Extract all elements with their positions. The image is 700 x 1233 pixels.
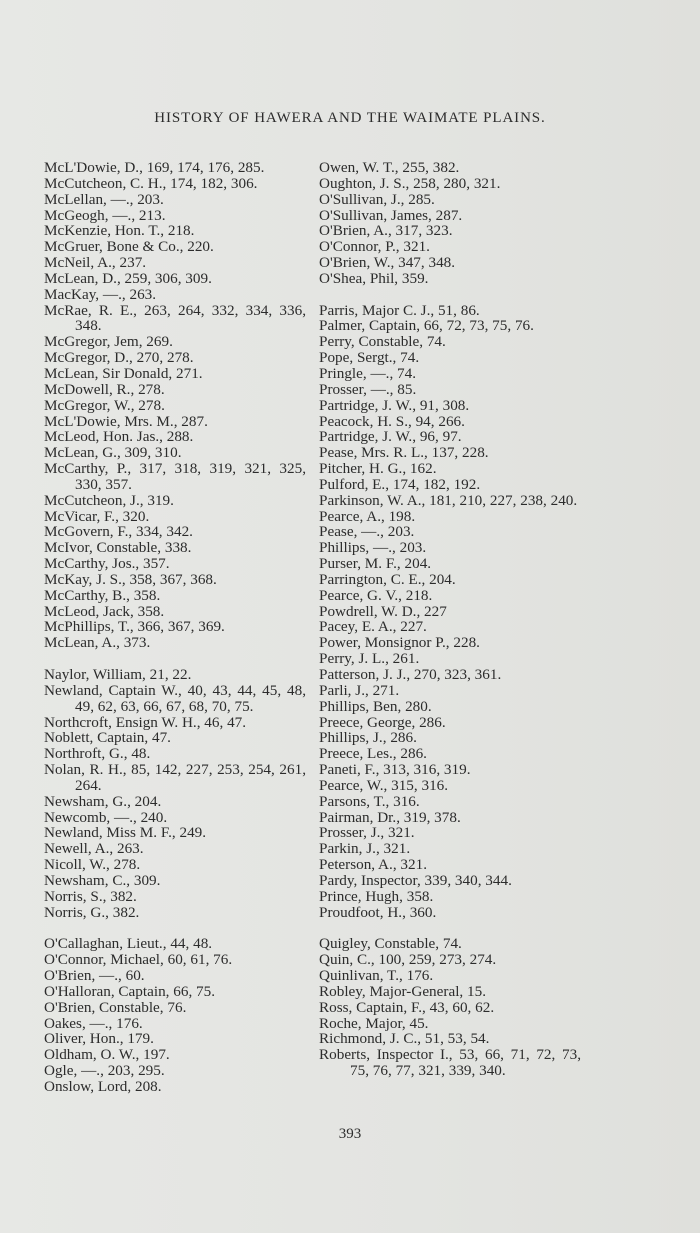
index-entry: Powdrell, W. D., 227 — [319, 602, 447, 620]
index-entry: Pearce, G. V., 218. — [319, 586, 433, 604]
index-entry: Parrington, C. E., 204. — [319, 570, 456, 588]
index-entry: McLean, A., 373. — [44, 634, 151, 652]
index-entry: O'Connor, Michael, 60, 61, 76. — [44, 951, 233, 969]
index-entry: McCarthy, Jos., 357. — [44, 555, 170, 573]
index-entry: Newsham, G., 204. — [44, 792, 162, 810]
section-gap — [319, 921, 581, 937]
index-entry: Robley, Major-General, 15. — [319, 982, 486, 1000]
index-entry: Pitcher, H. G., 162. — [319, 460, 437, 478]
index-entry: O'Brien, A., 317, 323. — [319, 222, 453, 240]
index-entry: O'Brien, W., 347, 348. — [319, 254, 456, 272]
index-entry: Peterson, A., 321. — [319, 856, 427, 874]
index-entry: McGregor, W., 278. — [44, 396, 165, 414]
index-entry: O'Sullivan, J., 285. — [319, 190, 435, 208]
index-entry: McGregor, Jem, 269. — [44, 333, 173, 351]
index-entry: Prosser, J., 321. — [319, 824, 415, 842]
index-entry: Phillips, —., 203. — [319, 539, 427, 557]
index-entry: McIvor, Constable, 338. — [44, 539, 192, 557]
index-entry: Preece, George, 286. — [319, 713, 446, 731]
index-entry: McLean, G., 309, 310. — [44, 444, 182, 462]
index-entry: McGregor, D., 270, 278. — [44, 349, 194, 367]
index-entry: Peacock, H. S., 94, 266. — [319, 412, 465, 430]
index-entry: Newsham, C., 309. — [44, 871, 161, 889]
index-entry: MacKay, —., 263. — [44, 285, 157, 303]
index-entry: Newland, Captain W., 40, 43, 44, 45, 48, 49, 62, 63, 66, 67, 68, 70, 75. — [44, 681, 306, 715]
index-entry: Parkinson, W. A., 181, 210, 227, 238, 240. — [319, 491, 578, 509]
index-entry: Northroft, G., 48. — [44, 745, 151, 763]
index-entry: Ross, Captain, F., 43, 60, 62. — [319, 998, 495, 1016]
index-entry: Oakes, —., 176. — [44, 1014, 143, 1032]
index-entry: McL'Dowie, D., 169, 174, 176, 285. — [44, 159, 265, 176]
index-entry: Quinlivan, T., 176. — [319, 967, 434, 985]
running-header: HISTORY OF HAWERA AND THE WAIMATE PLAINS. — [154, 110, 546, 126]
index-entry: McLean, D., 259, 306, 309. — [44, 269, 212, 287]
index-entry: Onslow, Lord, 208. — [44, 1077, 162, 1095]
section-gap — [44, 921, 306, 937]
index-entry: Partridge, J. W., 91, 308. — [319, 396, 470, 414]
index-entry: Purser, M. F., 204. — [319, 555, 432, 573]
index-entry: Richmond, J. C., 51, 53, 54. — [319, 1030, 490, 1048]
index-entry: McCarthy, B., 358. — [44, 586, 161, 604]
index-entry: Palmer, Captain, 66, 72, 73, 75, 76. — [319, 317, 534, 335]
index-entry: McNeil, A., 237. — [44, 254, 147, 272]
index-entry: McPhillips, T., 366, 367, 369. — [44, 618, 225, 636]
index-entry: Perry, J. L., 261. — [319, 650, 420, 668]
index-entry: Northcroft, Ensign W. H., 46, 47. — [44, 713, 247, 731]
index-entry: Noblett, Captain, 47. — [44, 729, 171, 747]
index-entry: Quigley, Constable, 74. — [319, 935, 462, 953]
index-entry: McGovern, F., 334, 342. — [44, 523, 193, 541]
index-entry: McKenzie, Hon. T., 218. — [44, 222, 195, 240]
index-entry: McDowell, R., 278. — [44, 380, 165, 398]
index-entry: Perry, Constable, 74. — [319, 333, 446, 351]
index-entry: Parli, J., 271. — [319, 681, 400, 699]
section-gap — [319, 287, 581, 303]
index-entry: McGruer, Bone & Co., 220. — [44, 238, 214, 256]
index-entry: Pardy, Inspector, 339, 340, 344. — [319, 871, 512, 889]
index-entry: O'Brien, —., 60. — [44, 967, 145, 985]
index-entry: Norris, S., 382. — [44, 887, 137, 905]
index-entry: McCarthy, P., 317, 318, 319, 321, 325, 330, 357. — [44, 460, 306, 493]
index-entry: McLeod, Hon. Jas., 288. — [44, 428, 194, 446]
index-entry: Pearce, A., 198. — [319, 507, 416, 525]
index-entry: Pacey, E. A., 227. — [319, 618, 427, 636]
index-entry: McVicar, F., 320. — [44, 507, 150, 525]
section-gap — [44, 651, 306, 667]
index-entry: McCutcheon, C. H., 174, 182, 306. — [44, 174, 258, 192]
index-entry: Naylor, William, 21, 22. — [44, 666, 192, 683]
index-entry: O'Brien, Constable, 76. — [44, 998, 187, 1016]
index-entry: McLellan, —., 203. — [44, 190, 164, 208]
index-entry: Owen, W. T., 255, 382. — [319, 159, 460, 176]
index-column-right — [319, 160, 581, 1079]
index-entry: Phillips, J., 286. — [319, 729, 417, 747]
index-entry: Pease, —., 203. — [319, 523, 415, 541]
index-entry: Pease, Mrs. R. L., 137, 228. — [319, 444, 489, 462]
index-entry: Pope, Sergt., 74. — [319, 349, 420, 367]
index-entry: Oliver, Hon., 179. — [44, 1030, 154, 1048]
index-entry: Prosser, —., 85. — [319, 380, 417, 398]
index-entry: McRae, R. E., 263, 264, 332, 334, 336, 348. — [44, 301, 306, 335]
index-entry: Oldham, O. W., 197. — [44, 1046, 170, 1064]
index-entry: Roberts, Inspector I., 53, 66, 71, 72, 73, 75, 76, 77, 321, 339, 340. — [319, 1046, 581, 1080]
index-entry: Oughton, J. S., 258, 280, 321. — [319, 174, 501, 192]
page-number: 393 — [338, 1126, 362, 1142]
index-entry: O'Callaghan, Lieut., 44, 48. — [44, 935, 213, 953]
index-entry: Power, Monsignor P., 228. — [319, 634, 480, 652]
index-entry: Parris, Major C. J., 51, 86. — [319, 301, 480, 319]
index-entry: O'Halloran, Captain, 66, 75. — [44, 982, 216, 1000]
index-entry: O'Connor, P., 321. — [319, 238, 430, 256]
index-entry: Pairman, Dr., 319, 378. — [319, 808, 461, 826]
index-entry: Pringle, —., 74. — [319, 364, 417, 382]
index-entry: Newland, Miss M. F., 249. — [44, 824, 207, 842]
index-entry: McLeod, Jack, 358. — [44, 602, 165, 620]
index-entry: Phillips, Ben, 280. — [319, 697, 432, 715]
index-entry: Patterson, J. J., 270, 323, 361. — [319, 666, 502, 683]
index-entry: Roche, Major, 45. — [319, 1014, 429, 1032]
index-entry: McLean, Sir Donald, 271. — [44, 364, 203, 382]
index-entry: Newcomb, —., 240. — [44, 808, 168, 826]
index-entry: Newell, A., 263. — [44, 840, 144, 858]
index-entry: Quin, C., 100, 259, 273, 274. — [319, 951, 497, 969]
index-entry: Nolan, R. H., 85, 142, 227, 253, 254, 261, 264. — [44, 761, 306, 794]
index-entry: Paneti, F., 313, 316, 319. — [319, 761, 471, 779]
index-entry: Ogle, —., 203, 295. — [44, 1062, 165, 1080]
index-entry: Parsons, T., 316. — [319, 792, 420, 810]
index-entry: Preece, Les., 286. — [319, 745, 427, 763]
index-entry: McGeogh, —., 213. — [44, 206, 166, 224]
index-entry: Nicoll, W., 278. — [44, 856, 141, 874]
index-entry: Parkin, J., 321. — [319, 840, 411, 858]
index-entry: O'Shea, Phil, 359. — [319, 269, 429, 287]
index-entry: McKay, J. S., 358, 367, 368. — [44, 570, 217, 588]
index-entry: Pulford, E., 174, 182, 192. — [319, 475, 481, 493]
index-entry: Proudfoot, H., 360. — [319, 903, 437, 921]
index-entry: Norris, G., 382. — [44, 903, 140, 921]
index-column-left — [44, 160, 306, 1095]
index-entry: Prince, Hugh, 358. — [319, 887, 434, 905]
index-entry: McL'Dowie, Mrs. M., 287. — [44, 412, 208, 430]
index-entry: O'Sullivan, James, 287. — [319, 206, 463, 224]
index-entry: Pearce, W., 315, 316. — [319, 776, 449, 794]
index-entry: Partridge, J. W., 96, 97. — [319, 428, 462, 446]
index-entry: McCutcheon, J., 319. — [44, 491, 174, 509]
